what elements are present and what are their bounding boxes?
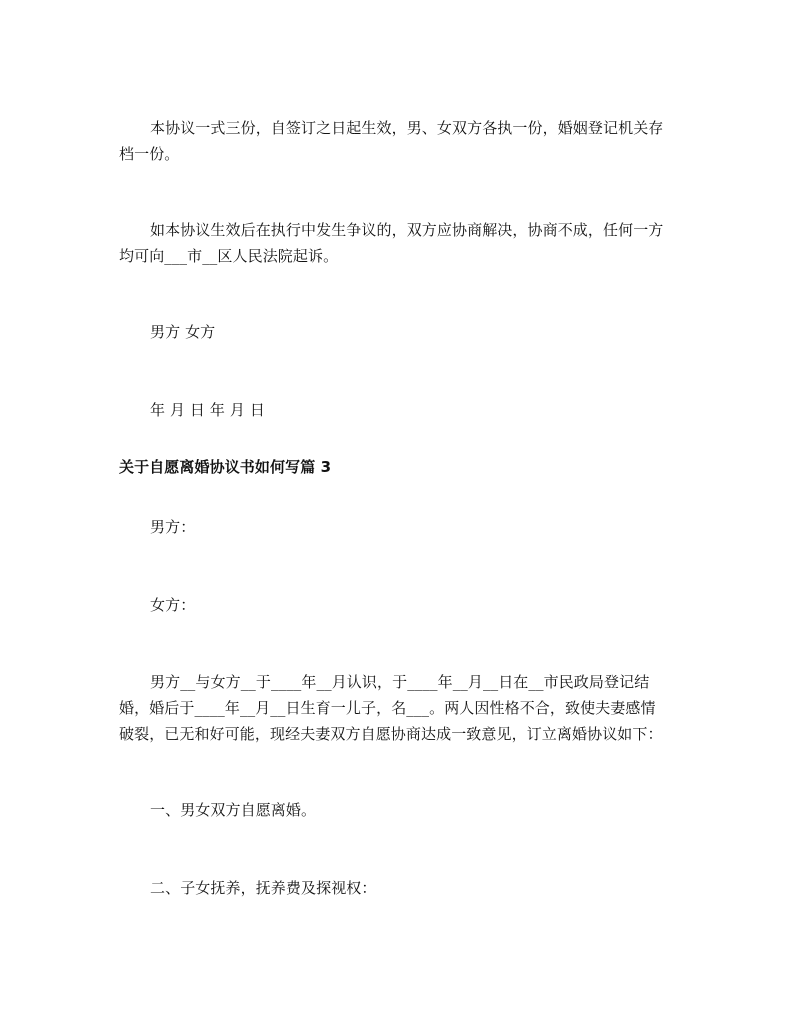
clause-two: 二、子女抚养，抚养费及探视权： — [150, 879, 377, 897]
female-party-label: 女方： — [150, 596, 196, 614]
paragraph-marriage-line3: 破裂，已无和好可能，现经夫妻双方自愿协商达成一致意见，订立离婚协议如下： — [119, 725, 663, 743]
paragraph-copies-line1: 本协议一式三份，自签订之日起生效，男、女双方各执一份，婚姻登记机关存 — [150, 119, 664, 137]
signature-line: 男方 女方 — [150, 323, 216, 341]
paragraph-copies-line2: 档一份。 — [119, 145, 180, 163]
date-line: 年 月 日 年 月 日 — [150, 401, 265, 419]
section-heading: 关于自愿离婚协议书如何写篇 3 — [119, 458, 332, 476]
paragraph-dispute-line2: 均可向___市__区人民法院起诉。 — [119, 247, 339, 265]
paragraph-marriage-line2: 婚，婚后于____年__月__日生育一儿子，名___。两人因性格不合，致使夫妻感情 — [119, 699, 656, 717]
paragraph-marriage-line1: 男方__与女方__于____年__月认识，于____年__月__日在__市民政局登记结 — [150, 673, 650, 691]
paragraph-dispute-line1: 如本协议生效后在执行中发生争议的，双方应协商解决，协商不成，任何一方 — [150, 221, 664, 239]
clause-one: 一、男女双方自愿离婚。 — [150, 801, 317, 819]
male-party-label: 男方： — [150, 518, 196, 536]
